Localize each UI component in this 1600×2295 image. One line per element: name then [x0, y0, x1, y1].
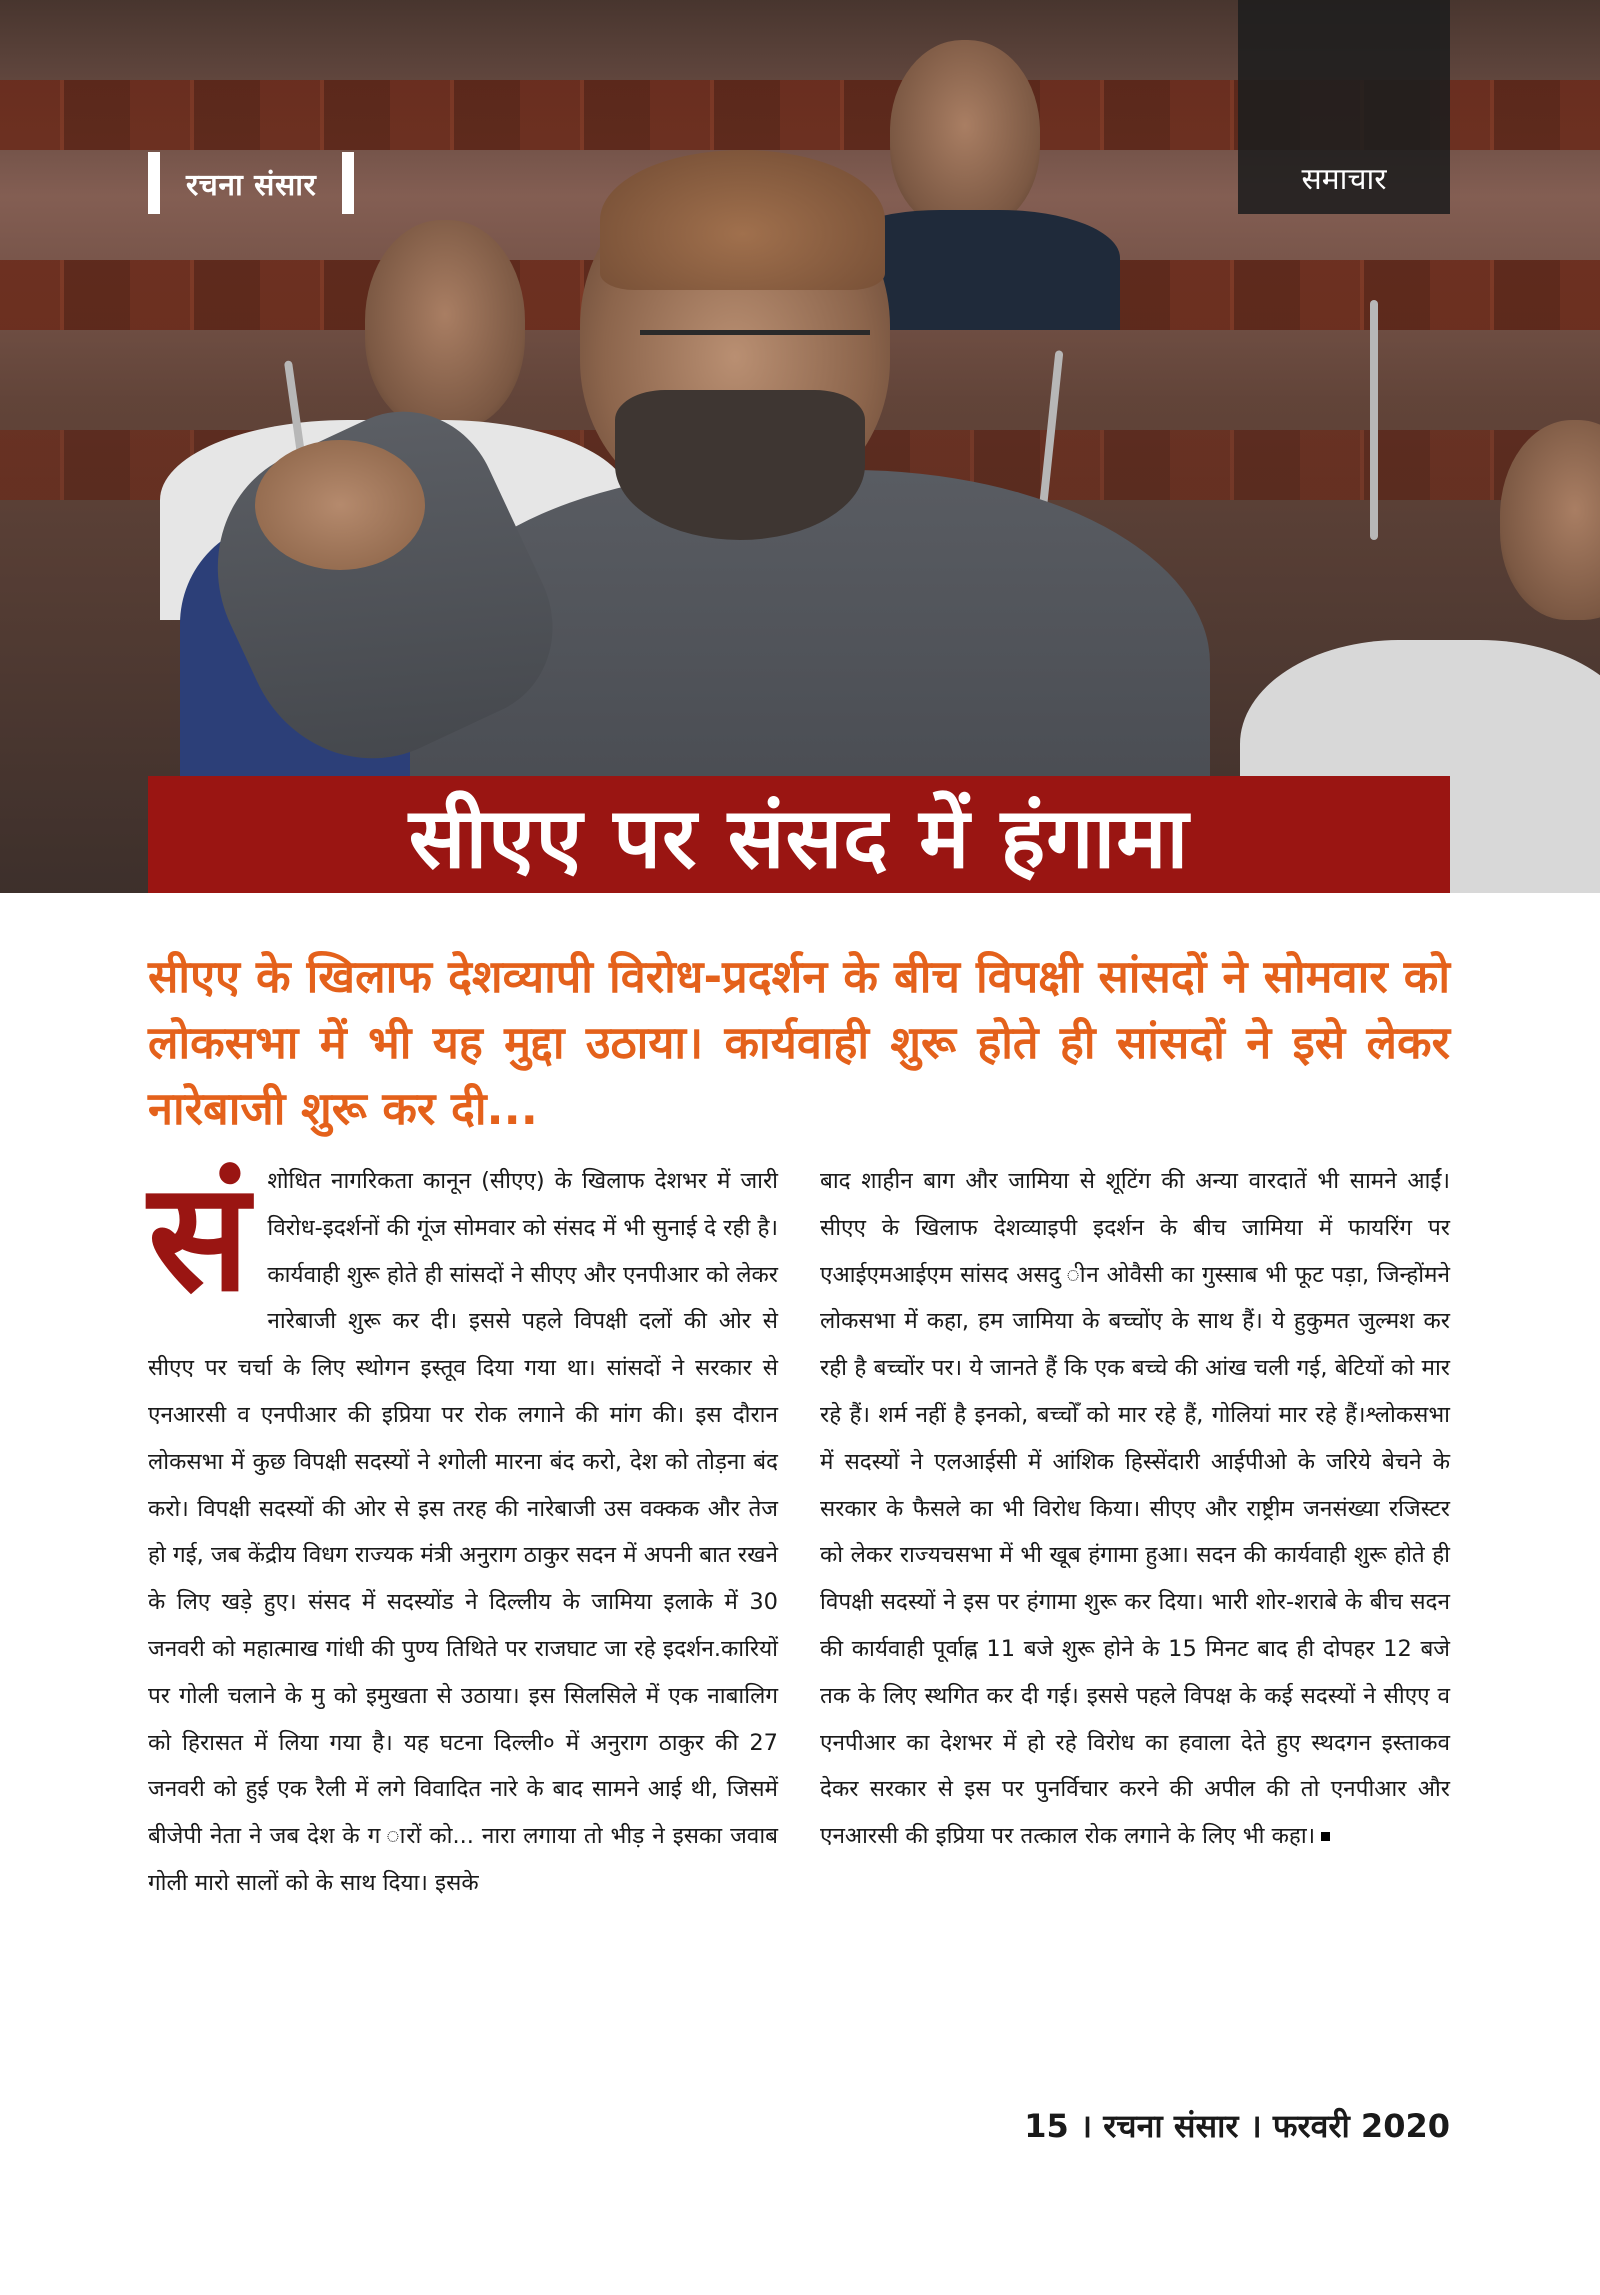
column-1-text: शोधित नागरिकता कानून (सीएए) के खिलाफ देशभर में जारी विरोध-इदर्शनों की गूंज सोमवार को संसद में भी सुनाई दे रही है। कार्यवाही शुरू होते ही सांसदों ने सीएए और एनपीआर को लेकर नारेबाजी शुरू कर दी। इससे पहले विपक्षी दलों की ओर से सीएए पर चर्चा के लिए स्थोगन इस्तूव दिया गया था। सांसदों ने सरकार से एनआरसी व एनपीआर की इप्रिया पर रोक लगाने की मांग की। इस दौरान लोकसभा में कुछ विपक्षी सदस्यों ने श्गोली मारना बंद करो, देश को तोड़ना बंद करो। विपक्षी सदस्यों की ओर से इस तरह की नारेबाजी उस वक्कक और तेज हो गई, जब केंद्रीय विधग राज्यक मंत्री अनुराग ठाकुर सदन में अपनी बात रखने के लिए खड़े हुए। संसद में सदस्योंड ने दिल्लीय के जामिया इलाके में 30 जनवरी को महात्माख गांधी की पुण्य तिथिते पर राजघाट जा रहे इदर्शन.कारियों पर गोली चलाने के मु को इमुखता से उठाया। इस सिलसिले में एक नाबालिग को हिरासत में लिया गया है। यह घटना दिल्ली० में अनुराग ठाकुर की 27 जनवरी को हुई एक रैली में लगे विवादित नारे के बाद सामने आई थी, जिसमें बीजेपी नेता ने जब देश के ग ारों को... नारा लगाया तो भीड़ ने इसका जवाब गोली मारो सालों को के साथ दिया। इसके	[148, 1168, 778, 1896]
body-column-2	[820, 1158, 1450, 2058]
tag-bar-left	[148, 152, 160, 214]
article-title: सीएए पर संसद में हंगामा	[408, 789, 1190, 887]
page-footer: 15 । रचना संसार । फरवरी 2020	[1024, 2107, 1450, 2145]
title-banner	[148, 776, 1450, 893]
column-2-text: बाद शाहीन बाग और जामिया से शूटिंग की अन्या वारदातें भी सामने आईं। सीएए के खिलाफ देशव्याइपी इदर्शन के बीच जामिया में फायरिंग पर एआईएमआईएम सांसद असदु ीन ओवैसी का गुस्साब भी फूट पड़ा, जिन्होंमने लोकसभा में कहा, हम जामिया के बच्चोंए के साथ हैं। ये हुकुमत जुल्मश कर रही है बच्चोंर पर। ये जानते हैं कि एक बच्चे की आंख चली गई, बेटियों को मार रहे हैं। शर्म नहीं है इनको, बच्चोँ को मार रहे हैं, गोलियां मार रहे हैं।श्लोकसभा में सदस्यों ने एलआईसी में आंशिक हिस्सेंदारी आईपीओ के जरिये बेचने के सरकार के फैसले का भी विरोध किया। सीएए और राष्ट्रीम जनसंख्या रजिस्टर को लेकर राज्यचसभा में भी खूब हंगामा हुआ। सदन की कार्यवाही शुरू होते ही विपक्षी सदस्यों ने इस पर हंगामा शुरू कर दिया। भारी शोर-शराबे के बीच सदन की कार्यवाही पूर्वाह्न 11 बजे शुरू होने के 15 मिनट बाद ही दोपहर 12 बजे तक के लिए स्थगित कर दी गई। इससे पहले विपक्ष के कई सदस्यों ने सीएए व एनपीआर का देशभर में हो रहे विरोध का हवाला देते हुए स्थदगन इस्ताकव देकर सरकार से इस पर पुनर्विचार करने की अपील की तो एनपीआर और एनआरसी की इप्रिया पर तत्काल रोक लगाने के लिए भी कहा।	[820, 1168, 1450, 1850]
section-tag-label: रचना संसार	[186, 167, 317, 203]
category-label: समाचार	[1301, 162, 1387, 197]
tag-bar-right	[342, 152, 354, 214]
end-mark-icon	[1321, 1832, 1330, 1841]
microphone	[1370, 300, 1378, 540]
speaker-hand	[255, 440, 425, 570]
article-standfirst: सीएए के खिलाफ देशव्यापी विरोध-प्रदर्शन के बीच विपक्षी सांसदों ने सोमवार को लोकसभा में भी यह मुद्दा उठाया। कार्यवाही शुरू होते ही सांसदों ने इसे लेकर नारेबाजी शुरू कर दी...	[148, 950, 1450, 1135]
section-tag	[148, 152, 354, 214]
speaker-glasses	[640, 330, 870, 380]
category-label-box	[1238, 0, 1450, 214]
dropcap: सं	[148, 1149, 250, 1325]
member-head	[890, 40, 1040, 230]
article-body	[148, 1149, 1450, 2058]
member-head	[365, 220, 525, 430]
speaker-cap	[600, 150, 885, 290]
body-column-1	[148, 1149, 778, 2058]
speaker-beard	[615, 390, 865, 540]
